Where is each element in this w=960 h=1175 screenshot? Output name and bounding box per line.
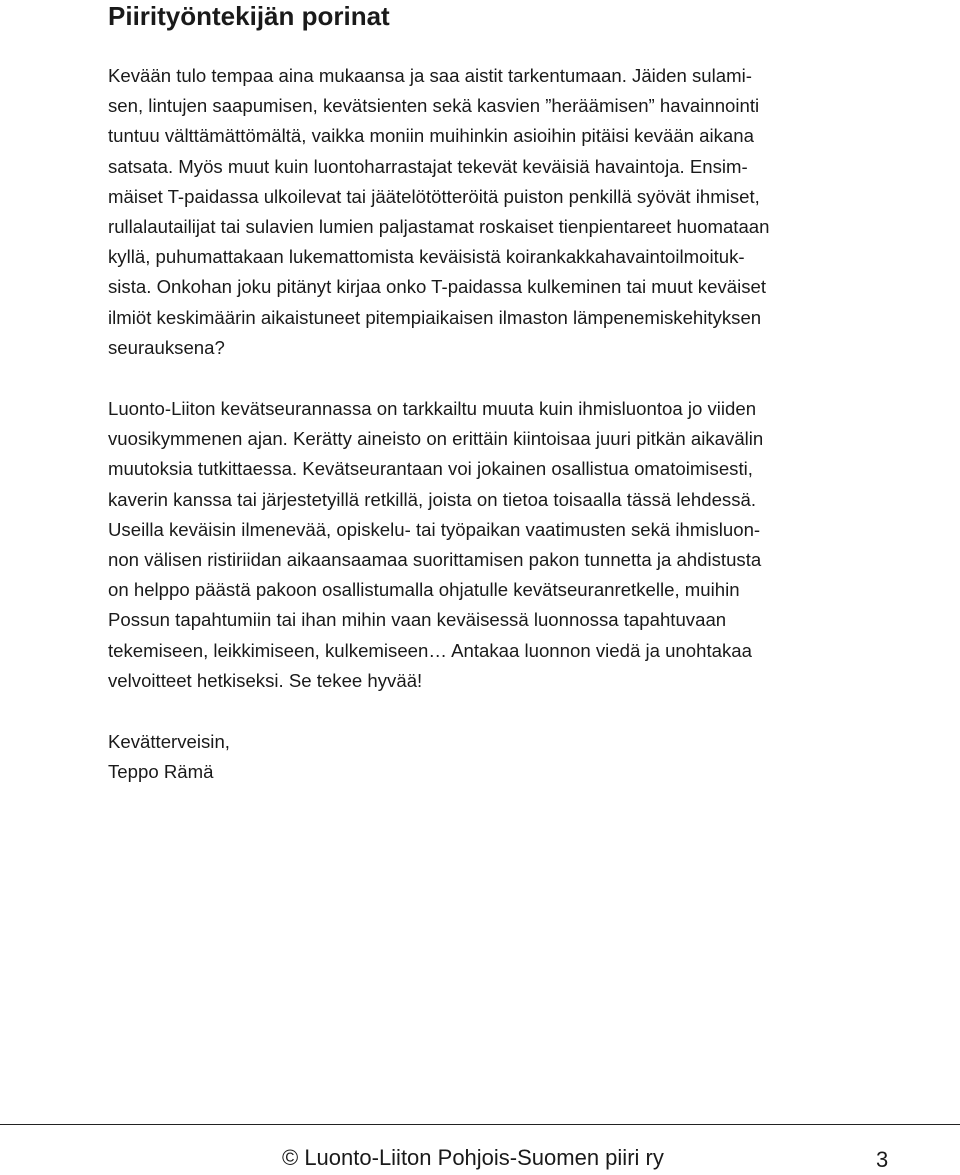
text-line: ilmiöt keskimäärin aikaistuneet pitempiaikaisen ilmaston lämpenemiskehityksen bbox=[108, 306, 762, 328]
text-line: tuntuu välttämättömältä, vaikka moniin muihinkin asioihin pitäisi kevään aikana bbox=[108, 125, 754, 147]
signature-greeting: Kevätterveisin, bbox=[108, 731, 230, 753]
text-line: satsata. Myös muut kuin luontoharrastajat tekevät keväisiä havaintoja. Ensim- bbox=[108, 155, 748, 177]
text-line: velvoitteet hetkiseksi. Se tekee hyvää! bbox=[108, 669, 423, 691]
signature bbox=[108, 727, 848, 787]
text-line: kyllä, puhumattakaan lukemattomista keväisistä koirankakkahavaintoilmoituk- bbox=[108, 246, 745, 268]
footer-publisher: © Luonto-Liiton Pohjois-Suomen piiri ry bbox=[282, 1145, 664, 1170]
text-line: sista. Onkohan joku pitänyt kirjaa onko T-paidassa kulkeminen tai muut keväiset bbox=[108, 276, 767, 298]
page-number: 3 bbox=[876, 1147, 889, 1172]
text-line: tekemiseen, leikkimiseen, kulkemiseen… Antakaa luonnon viedä ja unohtakaa bbox=[108, 639, 752, 661]
text-line: mäiset T-paidassa ulkoilevat tai jäätelötötteröitä puiston penkillä syövät ihmiset, bbox=[108, 185, 760, 207]
text-line: seurauksena? bbox=[108, 336, 225, 358]
text-line: rullalautailijat tai sulavien lumien paljastamat roskaiset tienpientareet huomataan bbox=[108, 216, 770, 238]
footer-divider bbox=[0, 1124, 960, 1125]
text-line: Kevään tulo tempaa aina mukaansa ja saa aistit tarkentumaan. Jäiden sulami- bbox=[108, 65, 752, 86]
paragraph-1 bbox=[108, 61, 848, 363]
page-title: Piirityöntekijän porinat bbox=[108, 1, 390, 31]
signature-author: Teppo Rämä bbox=[108, 761, 214, 783]
text-line: muutoksia tutkittaessa. Kevätseurantaan voi jokainen osallistua omatoimisesti, bbox=[108, 458, 753, 480]
text-line: sen, lintujen saapumisen, kevätsienten sekä kasvien ”heräämisen” havainnointi bbox=[108, 95, 760, 117]
text-line: Possun tapahtumiin tai ihan mihin vaan keväisessä luonnossa tapahtuvaan bbox=[108, 609, 727, 631]
article-body bbox=[108, 61, 848, 787]
text-line: kaverin kanssa tai järjestetyillä retkillä, joista on tietoa toisaalla tässä lehdessä. bbox=[108, 488, 757, 510]
text-line: Useilla keväisin ilmenevää, opiskelu- tai työpaikan vaatimusten sekä ihmisluon- bbox=[108, 518, 761, 540]
paragraph-spacer bbox=[108, 696, 848, 727]
text-line: non välisen ristiriidan aikaansaamaa suorittamisen pakon tunnetta ja ahdistusta bbox=[108, 549, 762, 571]
text-line: on helppo päästä pakoon osallistumalla ohjatulle kevätseuranretkelle, muihin bbox=[108, 579, 740, 601]
paragraph-2 bbox=[108, 394, 848, 696]
text-line: Luonto-Liiton kevätseurannassa on tarkkailtu muuta kuin ihmisluontoa jo viiden bbox=[108, 398, 757, 420]
text-line: vuosikymmenen ajan. Kerätty aineisto on erittäin kiintoisaa juuri pitkän aikavälin bbox=[108, 428, 764, 450]
paragraph-spacer bbox=[108, 363, 848, 394]
